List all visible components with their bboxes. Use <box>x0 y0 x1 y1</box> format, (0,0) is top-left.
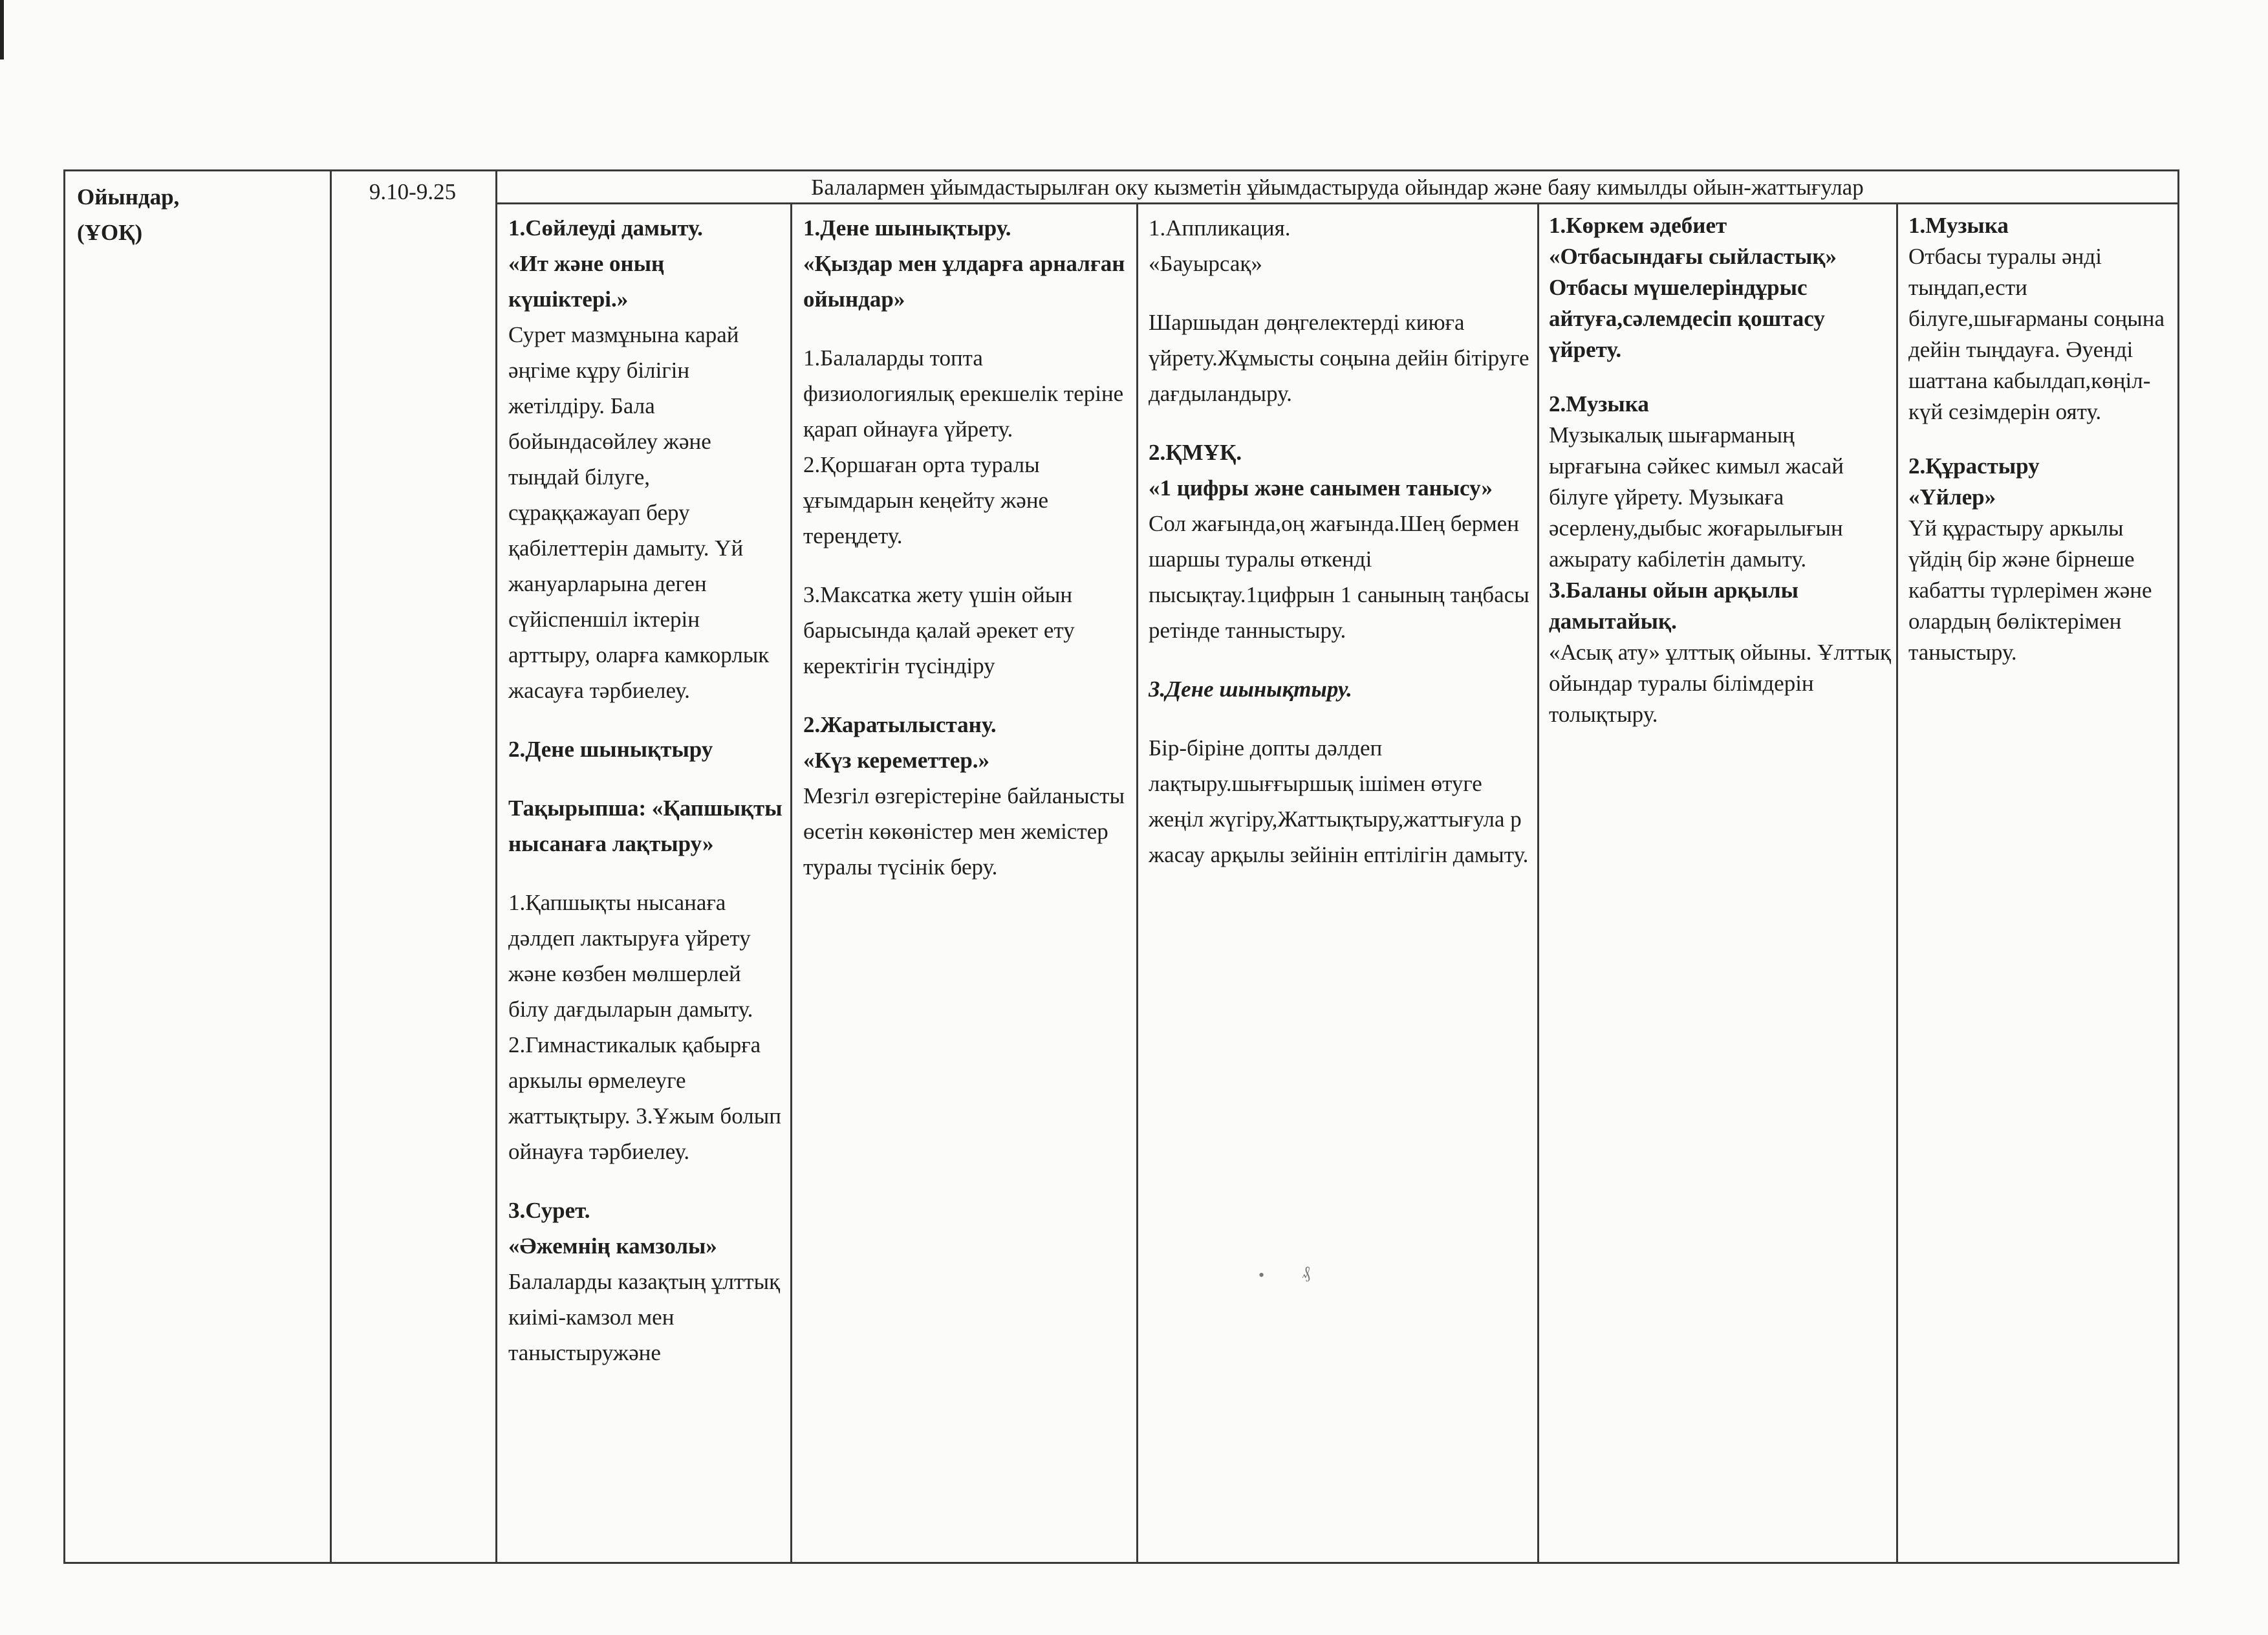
activity-text: «Асық ату» ұлттық ойыны. Ұлттық ойындар туралы білімдерін толықтыру. <box>1549 640 1891 727</box>
plan-table <box>63 169 2179 1564</box>
table-divider <box>330 171 332 1562</box>
activity-subtitle: Отбасы мүшелеріндұрыс айтуға,сәлемдесіп қоштасу үйрету. <box>1549 275 1825 362</box>
activity-text: Бір-біріне допты дәлдеп лақтыру.шығғыршық ішімен өтуге жеңіл жүгіру,Жаттықтыру,жаттығула р жасау арқылы зейінін ептілігін дамыту. <box>1149 735 1529 867</box>
activity-text: 1.Қапшықты нысанаға дәлдеп лактыруға үйрету және көзбен мөлшерлей білу дағдыларын дамыту. 2.Гимнастикалык қабырға аркылы өрмелеуге жаттықтыру. 3.Ұжым болып ойнауға тәрбиелеу. <box>508 890 781 1164</box>
scan-speck: • <box>1258 1266 1265 1284</box>
activity-heading: 3.Сурет. <box>508 1198 590 1223</box>
activity-title: «Бауырсақ» <box>1149 251 1262 276</box>
time-cell <box>330 174 495 210</box>
table-divider <box>1136 202 1138 1562</box>
activity-heading: 2.Музыка <box>1549 391 1649 417</box>
activity-column-3 <box>1149 210 1530 872</box>
scan-edge-mark <box>0 0 4 60</box>
time-label: 9.10-9.25 <box>369 179 457 204</box>
activity-heading: 3.Дене шынықтыру. <box>1149 677 1352 702</box>
scan-speck: ₰ <box>1302 1263 1310 1282</box>
activity-heading: 2.Құрастыру <box>1908 453 2040 479</box>
activity-heading: 2.Дене шынықтыру <box>508 737 713 762</box>
activity-heading: 2.Жаратылыстану. <box>803 712 997 737</box>
activity-heading: 1.Сөйлеуді дамыту. <box>508 215 703 241</box>
activity-column-1 <box>508 210 786 1370</box>
table-divider <box>1896 202 1898 1562</box>
activity-title: «Ит және оның күшіктері.» <box>508 251 665 312</box>
activity-heading: 3.Баланы ойын арқылы дамытайық. <box>1549 578 1798 634</box>
banner-text: Балалармен ұйымдастырылған оку кызметін ұйымдастыруда ойындар және баяу кимылды ойын-жаттығулар <box>811 175 1864 200</box>
activity-heading: 1.Аппликация. <box>1149 215 1291 241</box>
table-divider <box>790 202 792 1562</box>
activity-text: Музыкалық шығарманың ырғағына сәйкес кимыл жасай білуге үйрету. Музыкаға әсерлену,дыбыс жоғарылығын ажырату кабілетін дамыту. <box>1549 422 1844 572</box>
activity-title: «Қыздар мен ұлдарға арналған ойындар» <box>803 251 1125 312</box>
activity-text: Мезгіл өзгерістеріне байланысты өсетін көкөністер мен жемістер туралы түсінік беру. <box>803 783 1125 880</box>
table-divider <box>495 202 2177 204</box>
activity-heading: 1.Дене шынықтыру. <box>803 215 1011 241</box>
activity-title: «1 цифры және санымен танысу» <box>1149 475 1493 501</box>
activity-column-5 <box>1908 210 2174 668</box>
activity-heading: 1.Көркем әдебиет <box>1549 213 1727 238</box>
activity-title: «Отбасындағы сыйластық» <box>1549 244 1837 269</box>
activity-column-4 <box>1549 210 1892 730</box>
activity-text: Сол жағында,оң жағында.Шең бермен шаршы туралы өткенді пысықтау.1цифрын 1 санының таңбасы ретінде танныстыру. <box>1149 511 1529 643</box>
activity-title: «Әжемнің камзолы» <box>508 1233 717 1259</box>
activity-subtitle: Тақырыпша: «Қапшықты нысанаға лақтыру» <box>508 796 783 856</box>
row-header-title: Ойындар, <box>77 184 180 210</box>
activity-text: Үй құрастыру аркылы үйдің бір және бірнеше кабатты түрлерімен және олардың бөліктерімен таныстыру. <box>1908 515 2152 665</box>
activity-column-2 <box>803 210 1127 885</box>
activity-title: «Үйлер» <box>1908 484 1996 510</box>
activity-text: Сурет мазмұнына карай әңгіме кұру білігін жетілдіру. Бала бойындасөйлеу және тыңдай білуге, сұраққажауап беру қабілеттерін дамыту. Үй жануарларына деген сүйіспеншіл іктерін арттыру, оларға камкорлык жасауға тәрбиелеу. <box>508 322 770 703</box>
table-divider <box>1537 202 1539 1562</box>
activity-text: Отбасы туралы әнді тыңдап,ести білуге,шығарманы соңына дейін тыңдауға. Әуенді шаттана кабылдап,көңіл-күй сезімдерін ояту. <box>1908 244 2165 424</box>
activity-text: Балаларды казақтың ұлттық киімі-камзол мен таныстыружәне <box>508 1269 781 1365</box>
activity-heading: 1.Музыка <box>1908 213 2009 238</box>
activity-text: 3.Максатка жету үшін ойын барысында қалай әрекет ету керектігін түсіндіру <box>803 582 1075 678</box>
activity-text: Шаршыдан дөңгелектерді киюға үйрету.Жұмысты соңына дейін бітіруге дағдыландыру. <box>1149 310 1529 406</box>
activity-text: 1.Балаларды топта физиологиялық ерекшелік теріне қарап ойнауға үйрету. 2.Қоршаған орта туралы ұғымдарын кеңейту және тереңдету. <box>803 345 1124 548</box>
activity-title: «Күз кереметтер.» <box>803 748 990 773</box>
activity-heading: 2.ҚМҰҚ. <box>1149 440 1242 465</box>
row-header-cell <box>77 179 323 250</box>
table-divider <box>495 171 497 1562</box>
banner-cell <box>497 173 2177 202</box>
row-header-subtitle: (ҰОҚ) <box>77 220 143 245</box>
